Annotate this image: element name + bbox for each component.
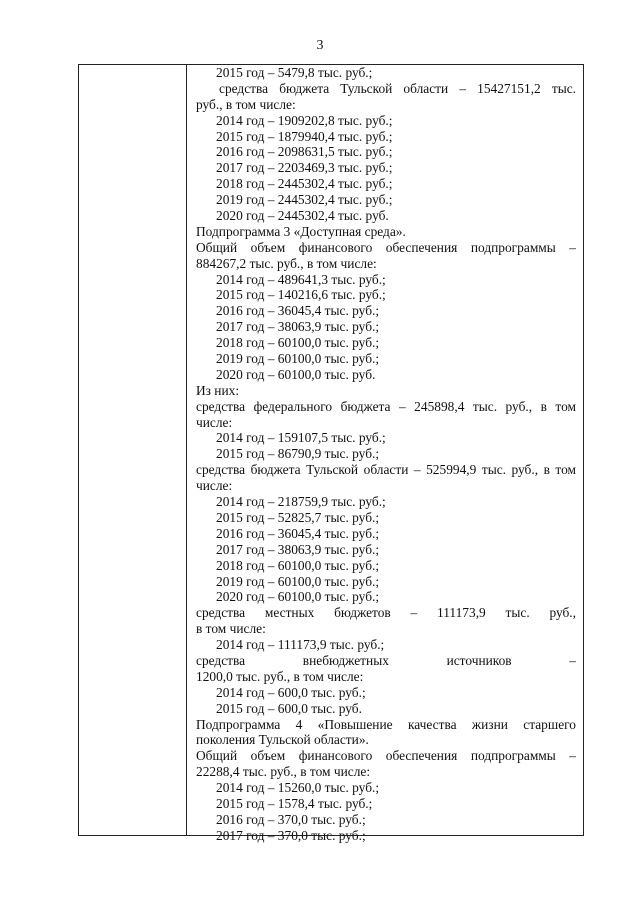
- text-line: средства федерального бюджета – 245898,4 тыс. руб., в том: [196, 398, 576, 414]
- text-line: поколения Тульской области».: [196, 732, 369, 748]
- text-line: Общий объем финансового обеспечения подпрограммы –: [196, 239, 576, 255]
- text-line: Подпрограмма 3 «Доступная среда».: [196, 223, 406, 239]
- text-line: руб., в том числе:: [196, 96, 296, 112]
- text-line: числе:: [196, 478, 233, 494]
- text-line: 2017 год – 38063,9 тыс. руб.;: [216, 541, 380, 557]
- text-line: Общий объем финансового обеспечения подпрограммы –: [196, 748, 576, 764]
- text-line: 884267,2 тыс. руб., в том числе:: [196, 255, 377, 271]
- text-line: средства внебюджетных источников –: [196, 652, 576, 668]
- text-line: 2015 год – 1879940,4 тыс. руб.;: [216, 128, 393, 144]
- text-line: 2019 год – 2445302,4 тыс. руб.;: [216, 192, 393, 208]
- text-line: Из них:: [196, 382, 240, 398]
- text-line: 1200,0 тыс. руб., в том числе:: [196, 668, 364, 684]
- text-line: 22288,4 тыс. руб., в том числе:: [196, 764, 371, 780]
- text-line: 2020 год – 60100,0 тыс. руб.;: [216, 589, 380, 605]
- text-line: 2014 год – 218759,9 тыс. руб.;: [216, 494, 386, 510]
- text-line: 2019 год – 60100,0 тыс. руб.;: [216, 573, 380, 589]
- text-line: 2014 год – 159107,5 тыс. руб.;: [216, 430, 386, 446]
- text-line: 2014 год – 15260,0 тыс. руб.;: [216, 780, 380, 796]
- text-line: 2015 год – 86790,9 тыс. руб.;: [216, 446, 380, 462]
- text-line: средства местных бюджетов – 111173,9 тыс. руб.,: [196, 605, 576, 621]
- text-line: 2016 год – 36045,4 тыс. руб.;: [216, 303, 380, 319]
- text-line: 2015 год – 600,0 тыс. руб.: [216, 700, 362, 716]
- text-line: 2016 год – 36045,4 тыс. руб.;: [216, 525, 380, 541]
- text-line: 2014 год – 111173,9 тыс. руб.;: [216, 637, 385, 653]
- text-line: 2020 год – 2445302,4 тыс. руб.: [216, 208, 389, 224]
- text-line: числе:: [196, 414, 233, 430]
- text-line: 2015 год – 140216,6 тыс. руб.;: [216, 287, 386, 303]
- text-line: 2018 год – 60100,0 тыс. руб.;: [216, 557, 380, 573]
- text-line: 2016 год – 2098631,5 тыс. руб.;: [216, 144, 393, 160]
- text-line: 2014 год – 600,0 тыс. руб.;: [216, 684, 366, 700]
- text-line: в том числе:: [196, 621, 266, 637]
- text-line: 2017 год – 2203469,3 тыс. руб.;: [216, 160, 393, 176]
- financing-text-cell: [196, 65, 576, 844]
- text-line: 2019 год – 60100,0 тыс. руб.;: [216, 351, 380, 367]
- text-line: Подпрограмма 4 «Повышение качества жизни старшего: [196, 716, 576, 732]
- text-line: 2014 год – 1909202,8 тыс. руб.;: [216, 112, 393, 128]
- text-line: 2020 год – 60100,0 тыс. руб.: [216, 366, 376, 382]
- column-divider: [186, 64, 187, 836]
- text-line: 2018 год – 60100,0 тыс. руб.;: [216, 335, 380, 351]
- page-number: 3: [316, 38, 324, 53]
- text-line: 2017 год – 370,0 тыс. руб.;: [216, 827, 366, 843]
- text-line: 2017 год – 38063,9 тыс. руб.;: [216, 319, 380, 335]
- text-line: средства бюджета Тульской области – 15427151,2 тыс.: [219, 80, 576, 96]
- text-line: 2015 год – 1578,4 тыс. руб.;: [216, 795, 373, 811]
- text-line: 2015 год – 52825,7 тыс. руб.;: [216, 509, 380, 525]
- text-line: 2016 год – 370,0 тыс. руб.;: [216, 811, 366, 827]
- text-line: 2015 год – 5479,8 тыс. руб.;: [216, 65, 373, 80]
- text-line: 2014 год – 489641,3 тыс. руб.;: [216, 271, 386, 287]
- text-line: 2018 год – 2445302,4 тыс. руб.;: [216, 176, 393, 192]
- text-line: средства бюджета Тульской области – 525994,9 тыс. руб., в том: [196, 462, 576, 478]
